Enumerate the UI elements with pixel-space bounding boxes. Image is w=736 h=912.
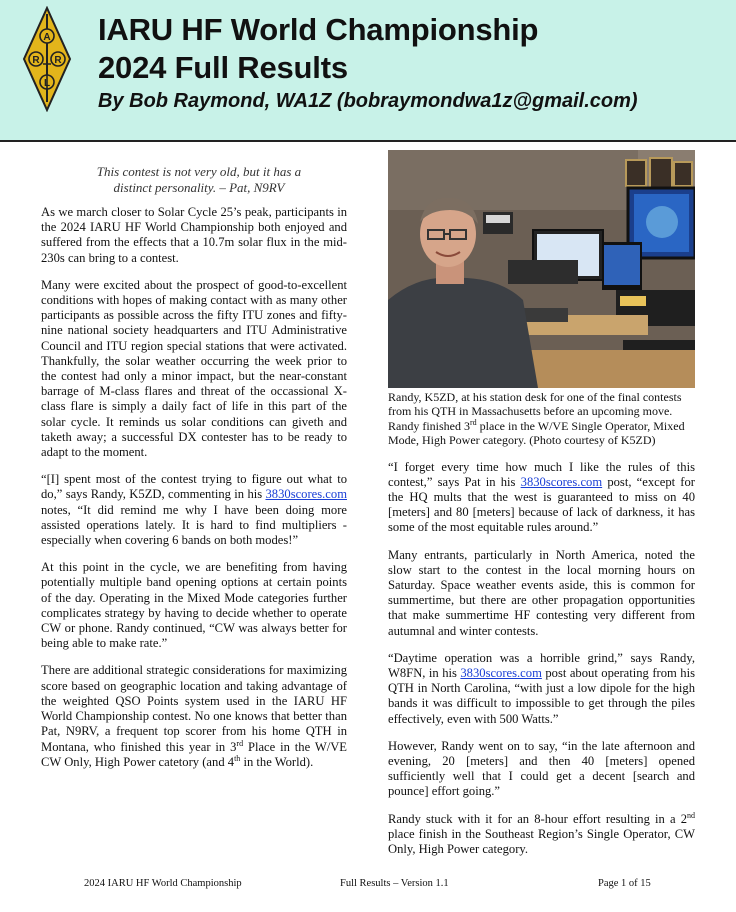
superscript: rd (470, 417, 477, 427)
logo-letter-l: L (43, 78, 51, 89)
right-paragraph-4: However, Randy went on to say, “in the late afternoon and evening, 20 [meters] and then 40 [meters] opened sufficiently well that I could get a decent [search and pounce] effort going.” (388, 738, 695, 799)
arrl-diamond-logo (22, 6, 72, 112)
header-banner (0, 0, 736, 142)
text-segment: There are additional strategic considerations for maximizing score based on geographic location and taking advantage of the weighted QSO Points system used in the IARU HF World Championship contest. No one knows that better than Pat, N9RV, a frequent top scorer from his home QTH in Montana, who finished this year in 3 (41, 663, 347, 754)
superscript: nd (687, 810, 695, 820)
right-paragraph-2: Many entrants, particularly in North America, noted the slow start to the contest in the local morning hours on Saturday. Space weather events aside, this is common for summertime, but there are other propagation opportunities that make summertime HF contesting very different from autumnal and winter contests. (388, 547, 695, 638)
text-segment: Place in the W/VE CW Only, High Power catetory (and 4 (41, 739, 347, 769)
text-segment: Randy stuck with it for an 8-hour effort resulting in a 2 (388, 811, 687, 826)
author-byline: By Bob Raymond, WA1Z (bobraymondwa1z@gmail.com) (98, 90, 638, 112)
photo-caption (388, 390, 695, 448)
right-paragraph-3 (388, 651, 695, 727)
superscript: th (234, 753, 241, 763)
right-paragraph-5 (388, 812, 695, 858)
right-paragraph-1 (388, 460, 695, 536)
left-paragraph-4: At this point in the cycle, we are benefiting from having potentially multiple band opening options at certain points of the day. Operating in the Mixed Mode categories further complicates strategy by having to decide whether to operate CW or phone. Randy continued, “CW was always better for being able to make rate.” (41, 560, 347, 651)
station-photo (388, 150, 695, 388)
3830scores-link[interactable]: 3830scores.com (520, 474, 603, 489)
text-segment: “I forget every time how much I like the rules of this contest,” says Pat in his (388, 459, 695, 489)
footer-center: Full Results – Version 1.1 (340, 878, 449, 889)
title-line-2: 2024 Full Results (98, 50, 348, 85)
left-paragraph-1: As we march closer to Solar Cycle 25’s peak, participants in the 2024 IARU HF World Championship both enjoyed and suffered from the effects that a 10.7m solar flux in the mid-230s can bring to a contest. (41, 205, 347, 265)
text-segment: place finish in the Southeast Region’s Single Operator, CW Only, High Power category. (388, 826, 695, 857)
pull-quote: This contest is not very old, but it has a distinct personality. – Pat, N9RV (96, 164, 302, 195)
left-paragraph-2: Many were excited about the prospect of good-to-excellent conditions with hopes of making contact with as many other participants as possible across the fifty ITU zones and fifty-nine national society headquarters and ITU Administrative Council and ITU region special stations that were activated. Thankfully, the solar weather occurring the week prior to the contest had only a minor impact, but the near-constant barrage of M-class flares and threat of the occassional X-class flare is simply a daily fact of life in this part of the solar cycle. It reminds us solar conditions can giveth and taketh away; a successful DX contester has to be ready to adapt to the moment. (41, 277, 347, 460)
superscript: rd (236, 738, 244, 748)
left-column (41, 164, 347, 782)
right-column (388, 150, 695, 869)
text-segment: “[I] spent most of the contest trying to figure out what to do,” says Randy, K5ZD, commenting in his (41, 472, 347, 502)
text-segment: “Daytime operation was a horrible grind,” says Randy, W8FN, in his (388, 650, 695, 681)
footer-page-number: Page 1 of 15 (598, 878, 651, 889)
text-segment: post, “except for the HQ mults that the west is guaranteed to miss on 40 [meters] and 80 [meters] because of lack of darkness, it has some of the most equitable rules around.” (388, 474, 695, 535)
footer-left: 2024 IARU HF World Championship (84, 878, 242, 889)
left-paragraph-3 (41, 472, 347, 548)
title-line-1: IARU HF World Championship (98, 12, 539, 47)
3830scores-link[interactable]: 3830scores.com (265, 487, 347, 502)
logo-letter-r1: R (32, 55, 40, 66)
logo-letter-a: A (43, 32, 51, 43)
text-segment: place in the W/VE Single Operator, Mixed Mode, High Power category. (Photo courtesy of K5ZD) (388, 418, 685, 448)
logo-letter-r2: R (54, 55, 62, 66)
text-segment: in the World). (240, 754, 314, 769)
text-segment: Randy, K5ZD, at his station desk for one of the final contests from his QTH in Massachusetts before an upcoming move. Randy finished 3 (388, 390, 682, 433)
text-segment: post about operating from his QTH in North Carolina, “with just a low dipole for the high bands it was difficult to impossible to get through the piles effectively, even with 500 Watts.” (388, 666, 695, 726)
3830scores-link[interactable]: 3830scores.com (460, 666, 542, 681)
text-segment: notes, “It did remind me why I have been doing more assisted operations lately. It is hard to find multipliers - especially when covering 6 bands on both modes!” (41, 502, 347, 548)
left-paragraph-5 (41, 663, 347, 769)
